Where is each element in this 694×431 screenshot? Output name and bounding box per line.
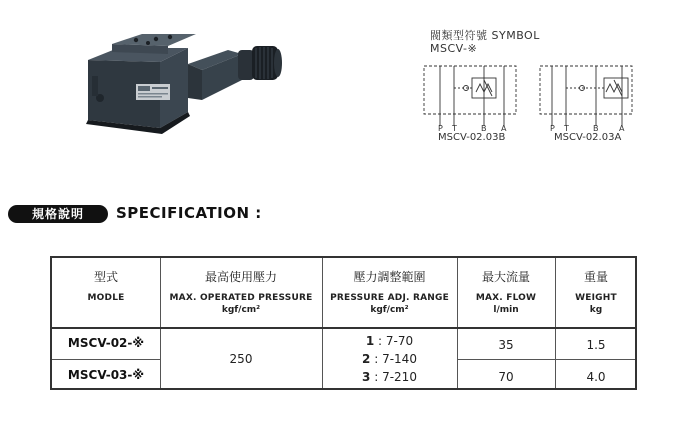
header-max-flow-cn: 最大流量 (481, 270, 530, 284)
header-model (52, 268, 160, 303)
valve-product-image (78, 20, 298, 138)
weight-row-1: 1.5 (586, 338, 606, 352)
range-item-1: 1 : 7-70 (365, 334, 414, 348)
port-b-label: B (481, 124, 487, 132)
header-weight-cn: 重量 (583, 270, 608, 284)
symbol-caption-a: MSCV-02.03A (554, 132, 622, 143)
header-max-pressure (160, 268, 322, 315)
hydraulic-symbol-diagrams (418, 62, 650, 132)
header-max-pressure-cn: 最高使用壓力 (204, 270, 277, 284)
header-weight-unit: kg (589, 305, 603, 315)
header-max-pressure-unit: kgf/cm² (221, 305, 261, 315)
header-pressure-range (322, 268, 457, 315)
flow-row-1: 35 (498, 338, 514, 352)
header-max-flow-en: MAX. FLOW (475, 293, 537, 303)
spec-title: SPECIFICATION : (116, 204, 262, 222)
header-max-flow (457, 268, 555, 315)
header-max-pressure-en: MAX. OPERATED PRESSURE (169, 293, 313, 303)
symbol-heading: 閥類型符號 SYMBOL (430, 29, 540, 42)
port-a-label: A (501, 124, 507, 132)
port-p-label: P (438, 124, 443, 132)
spec-table (50, 256, 637, 390)
port-b-label: B (593, 124, 599, 132)
model-row-2: MSCV-03-※ (67, 368, 145, 382)
header-max-flow-unit: l/min (493, 305, 519, 315)
header-weight-en: WEIGHT (575, 293, 617, 303)
header-pressure-range-cn: 壓力調整範圍 (353, 270, 426, 284)
header-model-en: MODLE (87, 293, 125, 303)
symbol-diagram-b (424, 66, 516, 126)
symbol-diagram-a (540, 66, 632, 126)
flow-row-2: 70 (498, 370, 514, 384)
max-pressure-value: 250 (229, 352, 253, 366)
header-pressure-range-en: PRESSURE ADJ. RANGE (330, 293, 449, 303)
port-t-label: T (452, 124, 457, 132)
header-model-cn: 型式 (93, 270, 118, 284)
range-item-3: 3 : 7-210 (362, 370, 417, 384)
spec-badge: 規格說明 (8, 205, 108, 223)
port-p-label: P (550, 124, 555, 132)
range-list (322, 332, 457, 386)
port-t-label: T (564, 124, 569, 132)
symbol-model: MSCV-※ (430, 42, 478, 55)
header-pressure-range-unit: kgf/cm² (370, 305, 409, 315)
model-row-1: MSCV-02-※ (67, 336, 145, 350)
symbol-caption-b: MSCV-02.03B (438, 132, 506, 143)
range-item-2: 2 : 7-140 (362, 352, 417, 366)
weight-row-2: 4.0 (586, 370, 606, 384)
header-weight (555, 268, 637, 315)
port-a-label: A (619, 124, 625, 132)
